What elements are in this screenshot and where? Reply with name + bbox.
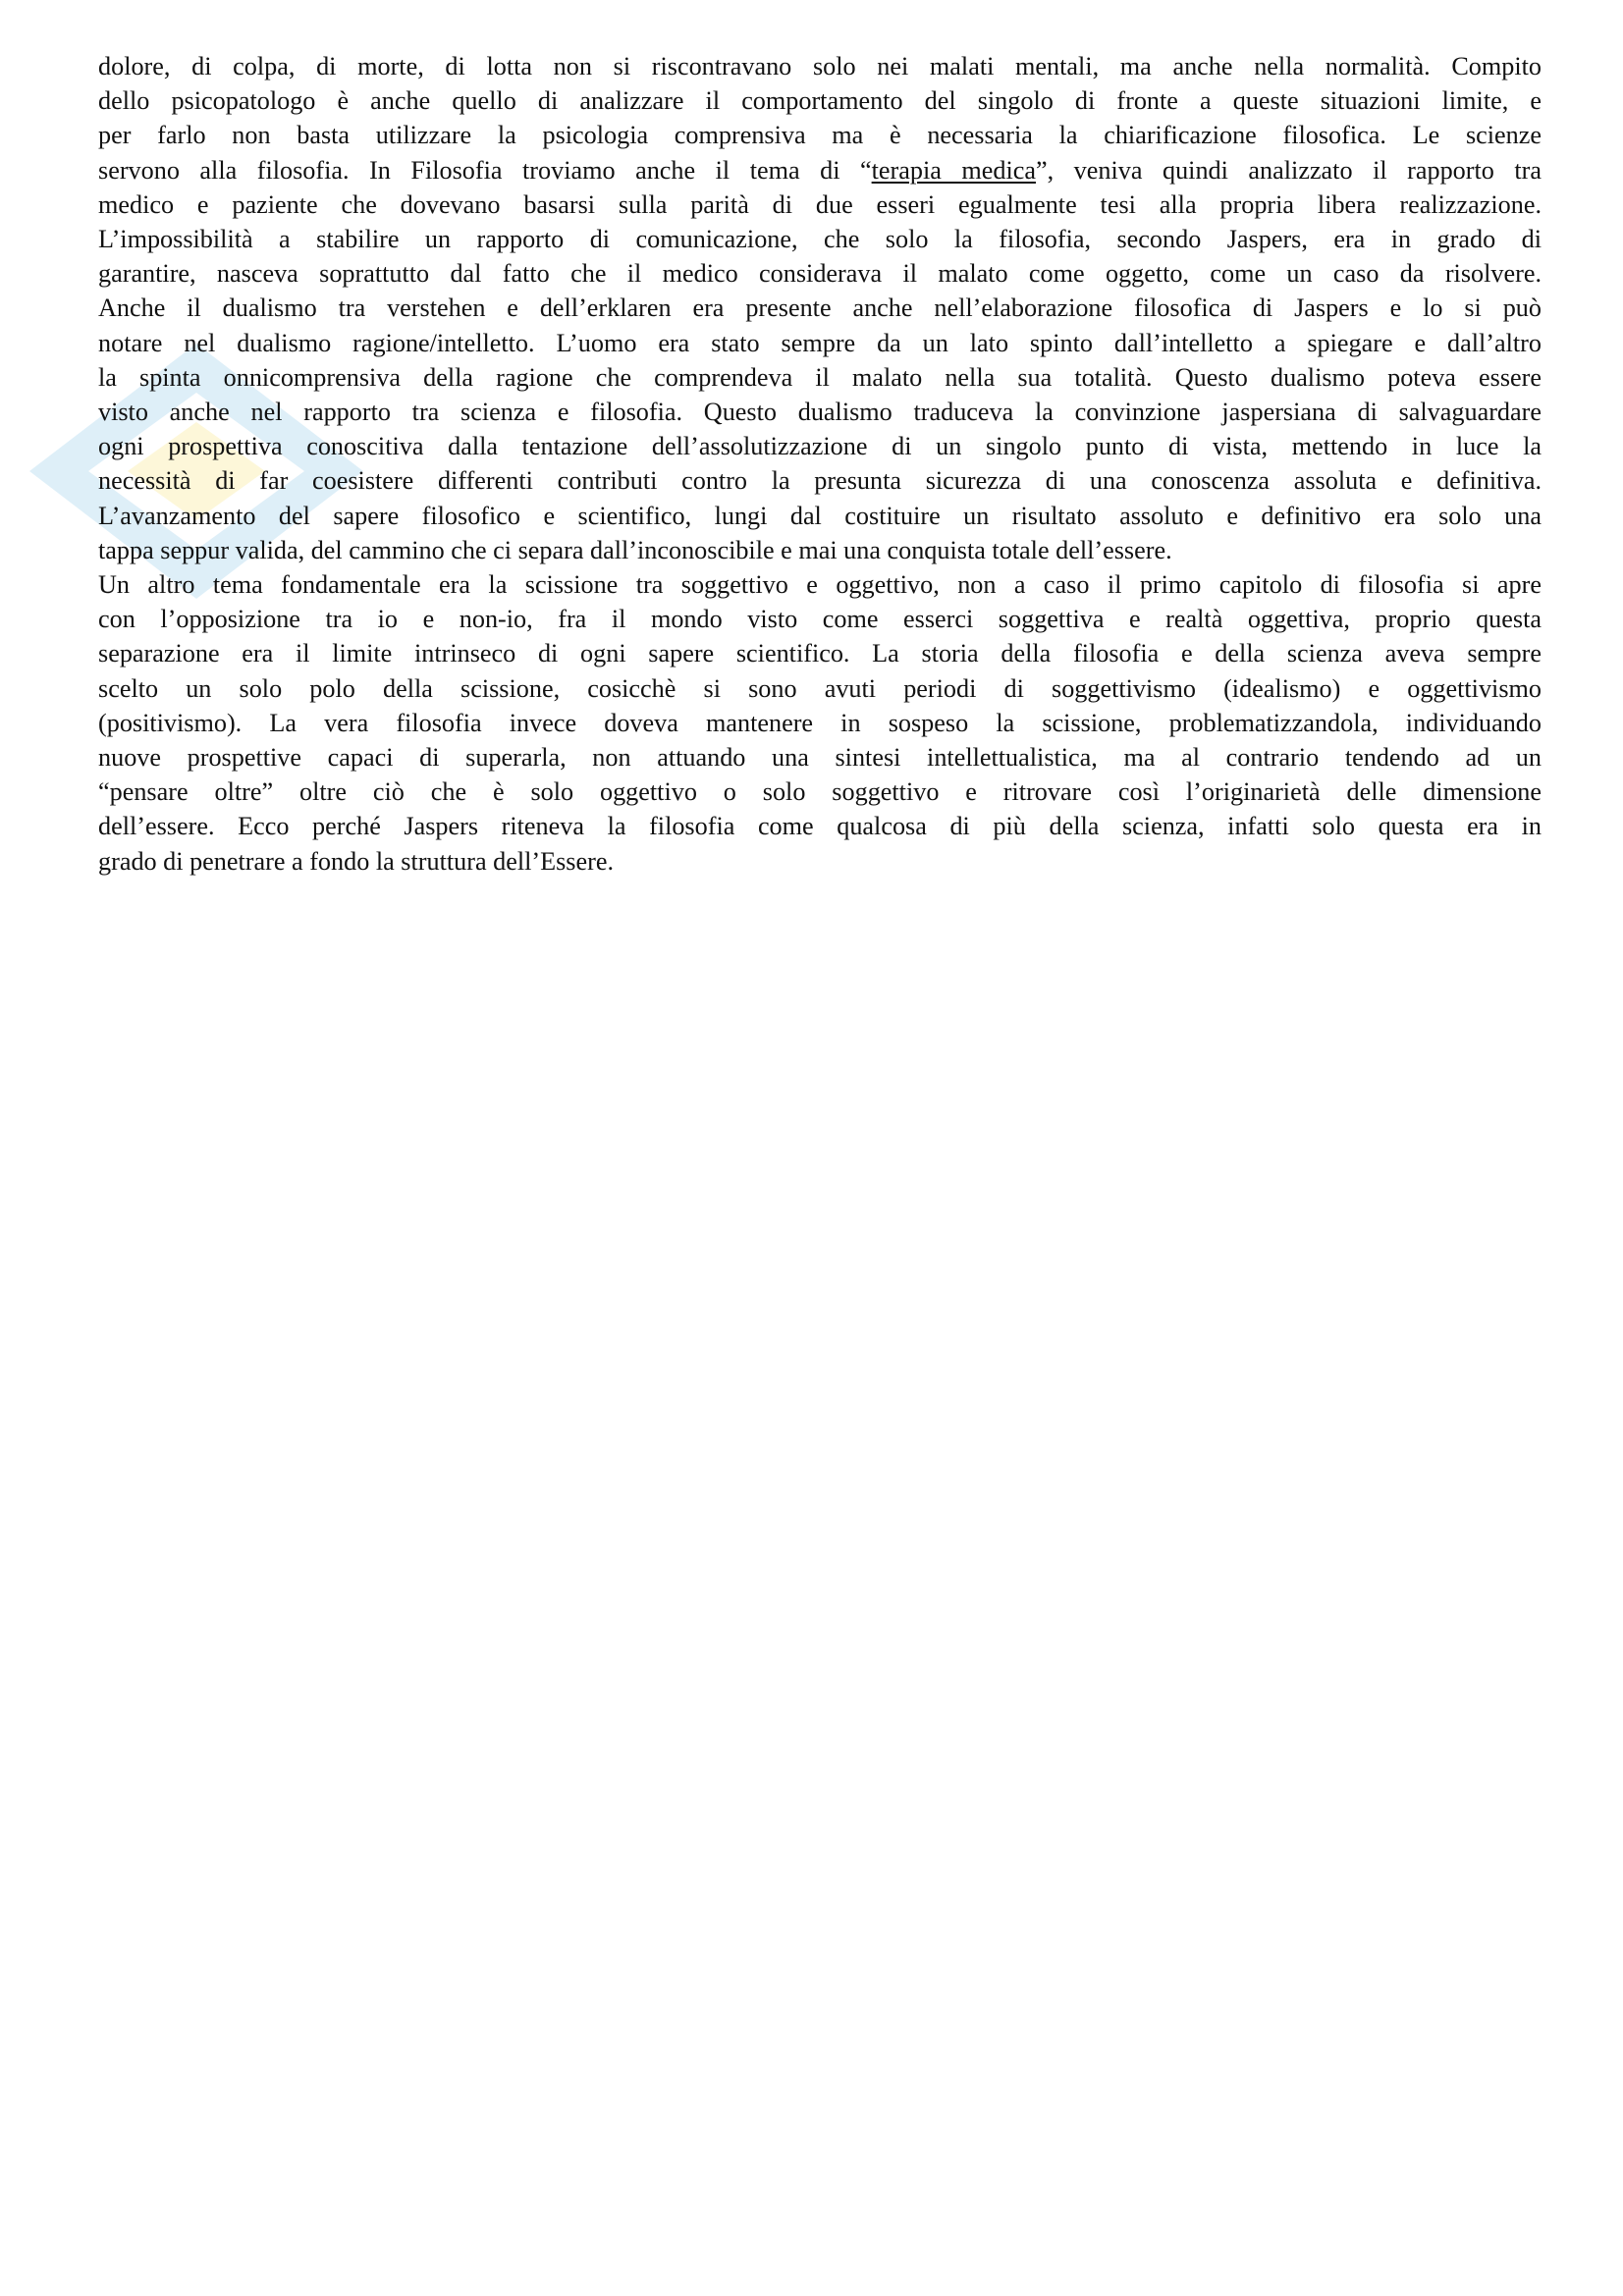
text-line <box>98 153 1542 187</box>
text-line: necessità di far coesistere differenti contributi contro la presunta sicurezza di una conoscenza assoluta e definitiva. <box>98 466 1542 496</box>
text-line: (positivismo). La vera filosofia invece doveva mantenere in sospeso la scissione, problematizzandola, individuando <box>98 708 1542 737</box>
text-line: “pensare oltre” oltre ciò che è solo oggettivo o solo soggettivo e ritrovare così l’originarietà delle dimensione <box>98 777 1542 807</box>
text-line: dolore, di colpa, di morte, di lotta non si riscontravano solo nei malati mentali, ma anche nella normalità. Compito <box>98 52 1542 80</box>
text-segment: servono alla filosofia. In Filosofia troviamo anche il tema di “ <box>98 155 872 185</box>
underlined-term: terapia medica <box>871 155 1036 185</box>
text-line: Anche il dualismo tra verstehen e dell’erklaren era presente anche nell’elaborazione filosofica di Jaspers e lo si può <box>98 294 1542 323</box>
text-line: scelto un solo polo della scissione, cosicchè si sono avuti periodi di soggettivismo (idealismo) e oggettivismo <box>98 673 1542 703</box>
text-line: L’avanzamento del sapere filosofico e scientifico, lungi dal costituire un risultato assoluto e definitivo era solo una <box>98 501 1542 530</box>
text-line: grado di penetrare a fondo la struttura dell’Essere. <box>98 846 614 876</box>
text-line: tappa seppur valida, del cammino che ci separa dall’inconoscibile e mai una conquista totale dell’essere. <box>98 535 1172 564</box>
text-line: con l’opposizione tra io e non-io, fra il mondo visto come esserci soggettiva e realtà oggettiva, proprio questa <box>98 605 1542 634</box>
text-line: garantire, nasceva soprattutto dal fatto che il medico considerava il malato come oggetto, come un caso da risolvere. <box>98 259 1542 289</box>
text-line: per farlo non basta utilizzare la psicologia comprensiva ma è necessaria la chiarificazione filosofica. Le scienze <box>98 121 1542 150</box>
text-segment: ”, veniva quindi analizzato il rapporto tra <box>1035 155 1542 185</box>
document-body <box>98 49 1542 879</box>
text-line: L’impossibilità a stabilire un rapporto di comunicazione, che solo la filosofia, secondo Jaspers, era in grado di <box>98 225 1542 254</box>
text-line: dello psicopatologo è anche quello di analizzare il comportamento del singolo di fronte a queste situazioni limite, e <box>98 86 1542 116</box>
text-line: notare nel dualismo ragione/intelletto. L’uomo era stato sempre da un lato spinto dall’intelletto a spiegare e dall’altro <box>98 328 1542 357</box>
text-line: la spinta onnicomprensiva della ragione che comprendeva il malato nella sua totalità. Questo dualismo poteva essere <box>98 362 1542 392</box>
text-line: Un altro tema fondamentale era la scissione tra soggettivo e oggettivo, non a caso il primo capitolo di filosofia si apre <box>98 570 1542 600</box>
text-line: medico e paziente che dovevano basarsi sulla parità di due esseri egualmente tesi alla propria libera realizzazione. <box>98 189 1542 219</box>
text-line: ogni prospettiva conoscitiva dalla tentazione dell’assolutizzazione di un singolo punto di vista, mettendo in luce la <box>98 432 1542 461</box>
text-line: visto anche nel rapporto tra scienza e filosofia. Questo dualismo traduceva la convinzione jaspersiana di salvaguardare <box>98 398 1542 427</box>
text-line: dell’essere. Ecco perché Jaspers riteneva la filosofia come qualcosa di più della scienza, infatti solo questa era in <box>98 812 1542 841</box>
text-line: nuove prospettive capaci di superarla, non attuando una sintesi intellettualistica, ma al contrario tendendo ad un <box>98 743 1542 773</box>
text-line: separazione era il limite intrinseco di ogni sapere scientifico. La storia della filosofia e della scienza aveva sempre <box>98 639 1542 668</box>
